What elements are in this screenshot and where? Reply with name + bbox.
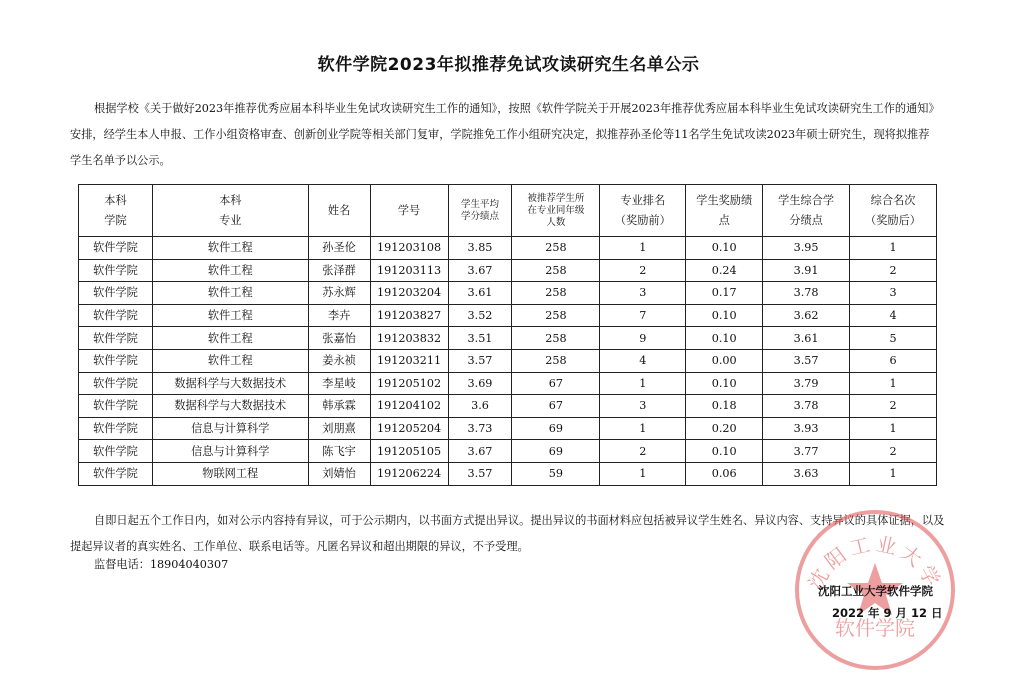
table-cell: 4 — [600, 349, 686, 372]
table-cell: 1 — [600, 417, 686, 440]
page-title: 软件学院2023年拟推荐免试攻读研究生名单公示 — [317, 55, 700, 75]
column-header — [308, 185, 370, 237]
table-cell: 191203108 — [370, 237, 448, 260]
table-cell: 刘朋熹 — [308, 417, 370, 440]
column-header-line: 人数 — [546, 216, 566, 228]
table-cell: 191203832 — [370, 327, 448, 350]
table-cell: 191205204 — [370, 417, 448, 440]
table-cell: 软件工程 — [152, 237, 308, 260]
table-cell: 67 — [512, 395, 600, 418]
table-cell: 5 — [850, 327, 937, 350]
column-header-line: 本科 — [219, 193, 242, 207]
table-cell: 3.6 — [448, 395, 512, 418]
objection-notice: 自即日起五个工作日内，如对公示内容持有异议，可于公示期内，以书面方式提出异议。提出异议的书面材料应包括被异议学生姓名、异议内容、支持异议的具体证据，以及提起异议者的真实姓名、工作单位、联系电话等。凡匿名异议和超出期限的异议，不予受理。 — [70, 514, 945, 553]
table-cell: 258 — [512, 259, 600, 282]
table-cell: 刘婧怡 — [308, 462, 370, 485]
column-header-line: 学号 — [397, 203, 421, 217]
supervision-hotline: 监督电话：18904040307 — [94, 558, 229, 571]
table-row — [79, 259, 937, 282]
table-cell: 3.95 — [763, 237, 850, 260]
table-cell: 2 — [600, 259, 686, 282]
table-cell: 0.06 — [686, 462, 763, 485]
column-header — [152, 185, 308, 237]
column-header — [850, 185, 937, 237]
table-cell: 李星岐 — [308, 372, 370, 395]
table-cell: 张泽群 — [308, 259, 370, 282]
table-cell: 191203211 — [370, 349, 448, 372]
table-cell: 姜永祯 — [308, 349, 370, 372]
table-cell: 3.93 — [763, 417, 850, 440]
table-cell: 软件学院 — [79, 259, 153, 282]
header-row — [79, 185, 937, 237]
table-cell: 67 — [512, 372, 600, 395]
table-cell: 0.10 — [686, 327, 763, 350]
table-cell: 0.20 — [686, 417, 763, 440]
column-header — [448, 185, 512, 237]
table-cell: 陈飞宇 — [308, 440, 370, 463]
table-cell: 3.61 — [448, 282, 512, 305]
table-row — [79, 349, 937, 372]
table-cell: 0.10 — [686, 372, 763, 395]
table-cell: 3 — [600, 282, 686, 305]
table-cell: 软件工程 — [152, 304, 308, 327]
table-cell: 软件学院 — [79, 327, 153, 350]
table-cell: 0.17 — [686, 282, 763, 305]
table-cell: 69 — [512, 440, 600, 463]
table-cell: 0.10 — [686, 440, 763, 463]
table-cell: 1 — [600, 372, 686, 395]
table-cell: 258 — [512, 327, 600, 350]
table-cell: 191203827 — [370, 304, 448, 327]
table-cell: 李卉 — [308, 304, 370, 327]
table-cell: 69 — [512, 417, 600, 440]
column-header — [686, 185, 763, 237]
column-header-line: 本科 — [104, 193, 127, 207]
table-cell: 软件学院 — [79, 462, 153, 485]
table-cell: 软件学院 — [79, 349, 153, 372]
table-body — [79, 237, 937, 486]
table-cell: 数据科学与大数据技术 — [152, 395, 308, 418]
seal-bottom-text: 软件学院 — [835, 616, 915, 640]
column-header-line: 专业排名 — [620, 193, 666, 207]
column-header-line: 学生平均 — [460, 198, 499, 210]
table-cell: 1 — [600, 237, 686, 260]
column-header-line: 综合名次 — [870, 193, 916, 207]
table-cell: 3.85 — [448, 237, 512, 260]
table-cell: 软件学院 — [79, 395, 153, 418]
column-header-line: 学院 — [104, 213, 127, 227]
table-cell: 1 — [850, 237, 937, 260]
column-header-line: 学生综合学 — [778, 193, 835, 207]
column-header-line: 学分绩点 — [460, 210, 499, 222]
candidate-table — [78, 184, 937, 486]
table-cell: 0.24 — [686, 259, 763, 282]
table-row — [79, 395, 937, 418]
table-cell: 191204102 — [370, 395, 448, 418]
table-cell: 软件学院 — [79, 304, 153, 327]
table-cell: 2 — [850, 440, 937, 463]
table-cell: 4 — [850, 304, 937, 327]
table-cell: 0.10 — [686, 304, 763, 327]
table-cell: 软件学院 — [79, 282, 153, 305]
table-cell: 191203204 — [370, 282, 448, 305]
table-cell: 3.63 — [763, 462, 850, 485]
table-cell: 软件学院 — [79, 440, 153, 463]
table-cell: 软件工程 — [152, 349, 308, 372]
table-cell: 孙圣伦 — [308, 237, 370, 260]
table-cell: 2 — [850, 395, 937, 418]
seal-top-text: 沈阳工业大学 — [803, 531, 947, 594]
table-cell: 张嘉怡 — [308, 327, 370, 350]
table-cell: 59 — [512, 462, 600, 485]
table-cell: 1 — [850, 372, 937, 395]
table-cell: 3.73 — [448, 417, 512, 440]
table-cell: 191203113 — [370, 259, 448, 282]
table-cell: 3.78 — [763, 395, 850, 418]
table-cell: 2 — [850, 259, 937, 282]
table-cell: 7 — [600, 304, 686, 327]
column-header-line: 学生奖励绩 — [696, 193, 753, 207]
signature-date: 2022 年 9 月 12 日 — [832, 606, 943, 620]
column-header — [370, 185, 448, 237]
table-cell: 3.67 — [448, 259, 512, 282]
column-header-line: 点 — [718, 213, 730, 227]
signature-organization: 沈阳工业大学软件学院 — [818, 584, 933, 598]
table-cell: 258 — [512, 304, 600, 327]
table-row — [79, 237, 937, 260]
table-cell: 0.10 — [686, 237, 763, 260]
table-cell: 258 — [512, 282, 600, 305]
table-cell: 信息与计算科学 — [152, 417, 308, 440]
column-header-line: 专业 — [219, 213, 242, 227]
table-cell: 3.57 — [448, 462, 512, 485]
table-cell: 3.67 — [448, 440, 512, 463]
table-row — [79, 417, 937, 440]
table-cell: 6 — [850, 349, 937, 372]
table-cell: 191205102 — [370, 372, 448, 395]
table-cell: 1 — [600, 462, 686, 485]
column-header — [79, 185, 153, 237]
table-cell: 1 — [850, 462, 937, 485]
table-cell: 1 — [850, 417, 937, 440]
table-cell: 191206224 — [370, 462, 448, 485]
table-row — [79, 372, 937, 395]
table-cell: 软件学院 — [79, 237, 153, 260]
table-cell: 3.57 — [448, 349, 512, 372]
table-cell: 2 — [600, 440, 686, 463]
table-cell: 3.69 — [448, 372, 512, 395]
column-header-line: 姓名 — [327, 203, 351, 217]
table-cell: 9 — [600, 327, 686, 350]
table-cell: 3.79 — [763, 372, 850, 395]
table-cell: 3.62 — [763, 304, 850, 327]
column-header — [512, 185, 600, 237]
table-row — [79, 440, 937, 463]
table-cell: 3.61 — [763, 327, 850, 350]
table-cell: 软件工程 — [152, 259, 308, 282]
table-cell: 物联网工程 — [152, 462, 308, 485]
column-header — [763, 185, 850, 237]
table-cell: 韩承霖 — [308, 395, 370, 418]
table-cell: 3.77 — [763, 440, 850, 463]
table-cell: 软件工程 — [152, 282, 308, 305]
table-header — [79, 185, 937, 237]
table-row — [79, 327, 937, 350]
column-header — [600, 185, 686, 237]
table-cell: 3.52 — [448, 304, 512, 327]
table-cell: 3.57 — [763, 349, 850, 372]
table-cell: 软件工程 — [152, 327, 308, 350]
table-cell: 258 — [512, 237, 600, 260]
column-header-line: （奖励前） — [614, 213, 671, 227]
table-cell: 软件学院 — [79, 417, 153, 440]
column-header-line: 分绩点 — [789, 213, 823, 227]
intro-paragraph: 根据学校《关于做好2023年推荐优秀应届本科毕业生免试攻读研究生工作的通知》，按照《软件学院关于开展2023年推荐优秀应届本科毕业生免试攻读研究生工作的通知》安排，经学生本人申报、工作小组资格审查、创新创业学院等相关部门复审，学院推免工作小组研究决定，拟推荐孙圣伦等11名学生免试攻读2023年硕士研究生，现将拟推荐学生名单予以公示。 — [70, 102, 940, 167]
column-header-line: （奖励后） — [865, 213, 921, 227]
table-cell: 258 — [512, 349, 600, 372]
table-row — [79, 462, 937, 485]
column-header-line: 在专业同年级 — [527, 204, 585, 216]
table-cell: 3.91 — [763, 259, 850, 282]
table-cell: 0.18 — [686, 395, 763, 418]
table-row — [79, 282, 937, 305]
table-row — [79, 304, 937, 327]
table-cell: 0.00 — [686, 349, 763, 372]
table-cell: 191205105 — [370, 440, 448, 463]
table-cell: 3.78 — [763, 282, 850, 305]
table-cell: 3 — [850, 282, 937, 305]
table-cell: 3.51 — [448, 327, 512, 350]
table-cell: 3 — [600, 395, 686, 418]
table-cell: 数据科学与大数据技术 — [152, 372, 308, 395]
table-cell: 苏永辉 — [308, 282, 370, 305]
table-cell: 信息与计算科学 — [152, 440, 308, 463]
table-cell: 软件学院 — [79, 372, 153, 395]
column-header-line: 被推荐学生所 — [527, 192, 585, 204]
